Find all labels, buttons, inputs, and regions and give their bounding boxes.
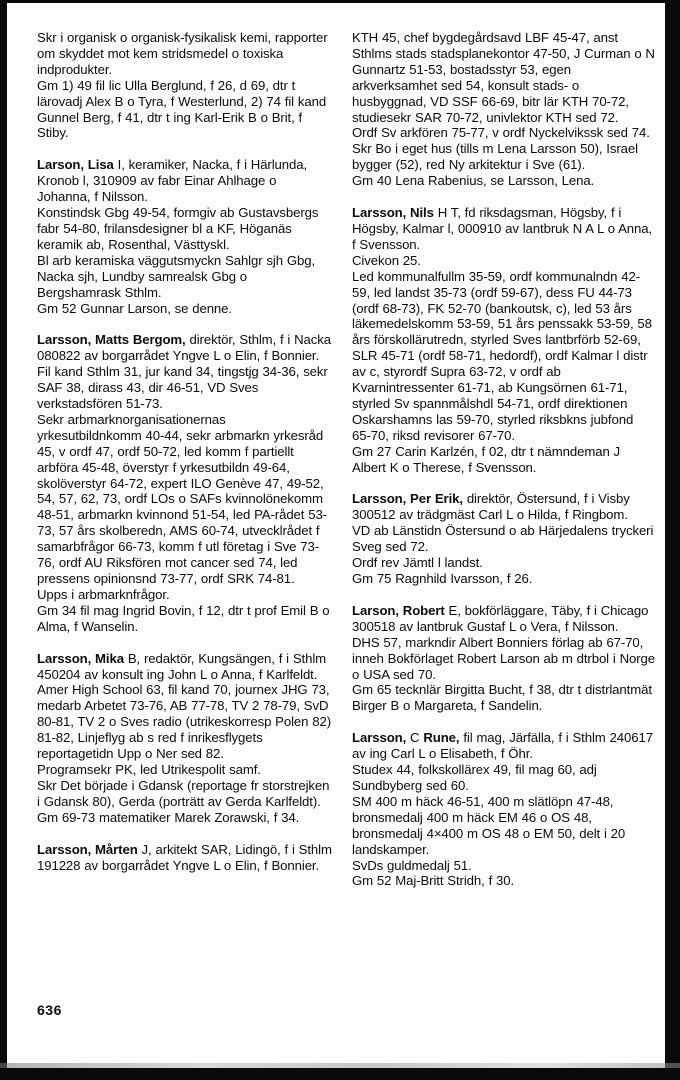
- entry-text: SvDs guldmedalj 51.: [352, 857, 472, 873]
- entry-text: Upps i arbmarknfrågor.: [37, 586, 170, 602]
- entry-name: Larsson, Matts Bergom,: [37, 332, 186, 348]
- entry-text: Konstindsk Gbg 49-54, formgiv ab Gustavsbergs fabr 54-80, frilansdesigner bl a KF, Höganäs keramik ab, Rosenthal, Västtyskl.: [37, 205, 319, 252]
- entry-text: Gm 65 tecknlär Birgitta Bucht, f 38, dtr t distrlantmät Birger B o Margareta, f Sandelin.: [352, 682, 652, 714]
- entry-paragraph: [352, 873, 655, 889]
- entry-text: Programsekr PK, led Utrikespolit samf.: [37, 761, 261, 777]
- entry-text: Gm 34 fil mag Ingrid Bovin, f 12, dtr t prof Emil B o Alma, f Wanselin.: [37, 602, 330, 634]
- entry-paragraph: [352, 173, 655, 189]
- entry-text: Gm 75 Ragnhild Ivarsson, f 26.: [352, 571, 533, 586]
- entry-name: Larsson,: [352, 730, 407, 746]
- entry-text: C: [406, 730, 424, 746]
- entry-paragraph: [37, 842, 333, 874]
- entry-paragraph: [352, 730, 655, 762]
- entry-name: Rune,: [423, 730, 460, 746]
- entry-paragraph: [352, 555, 655, 571]
- entry-text: Gm 69-73 matematiker Marek Zorawski, f 34.: [37, 809, 300, 825]
- entry-paragraph: [352, 444, 655, 476]
- entry-text: KTH 45, chef bygdegårdsavd LBF 45-47, anst Sthlms stads stadsplanekontor 47-50, J Curman o N Gunnartz 51-53, bostadsstyr 53, egen arkverksamhet sed 54, konsult stads- o husbyggnad, VD SSF 66-69, bitr lär KTH 70-72, studiesekr SAR 70-72, univlektor KTH sed 72.: [352, 30, 655, 125]
- entry-paragraph: [37, 682, 333, 762]
- entry-text: DHS 57, markndir Albert Bonniers förlag ab 67-70, inneh Bokförlaget Robert Larson ab m dtrbol i Norge o USA sed 70.: [352, 634, 655, 682]
- entry-name: Larsson, Mårten: [37, 841, 138, 857]
- scan-edge-left: [0, 0, 7, 1080]
- entry-paragraph: [37, 412, 333, 587]
- entry-text: Ordf rev Jämtl l landst.: [352, 555, 483, 571]
- entry-paragraph: [352, 30, 655, 125]
- entry-paragraph: [37, 651, 333, 683]
- entry-text: Skr i organisk o organisk-fysikalisk kemi, rapporter om skyddet mot kem stridsmedel o toxiska indprodukter.: [37, 30, 328, 77]
- entry-paragraph: [352, 794, 655, 858]
- entry-paragraph: [352, 269, 655, 444]
- entry-paragraph: [37, 332, 333, 364]
- entry-paragraph: [37, 78, 333, 142]
- entry-text: Studex 44, folkskollärex 49, fil mag 60, adj Sundbyberg sed 60.: [352, 762, 597, 793]
- entry-paragraph: [37, 762, 333, 778]
- entry-text: I, keramiker, Nacka, f i Härlunda, Kronob l, 310909 av fabr Einar Ahlhage o Johanna, f Nilsson.: [37, 157, 308, 205]
- entry-paragraph: [37, 157, 333, 205]
- scan-edge-right: [665, 0, 680, 1080]
- entry-name: Larsson, Per Erik,: [352, 491, 463, 507]
- entry-text: Skr Det började i Gdansk (reportage fr storstrejken i Gdansk 80), Gerda (porträtt av Gerda Karlfeldt).: [37, 777, 330, 809]
- entry-paragraph: [37, 587, 333, 603]
- right-column: [352, 30, 655, 889]
- entry-paragraph: [352, 205, 655, 253]
- entry-paragraph: [37, 810, 333, 826]
- entry-name: Larsson, Mika: [37, 650, 124, 666]
- entry-text: Gm 52 Gunnar Larson, se denne.: [37, 300, 232, 316]
- entry-text: fil mag, Järfälla, f i Sthlm 240617 av ing Carl L o Elisabeth, f Öhr.: [352, 730, 653, 762]
- entry-text: B, redaktör, Kungsängen, f i Sthlm 450204 av konsult ing John L o Anna, f Karlfeldt.: [37, 650, 327, 682]
- entry-paragraph: [37, 364, 333, 412]
- entry-text: Led kommunalfullm 35-59, ordf kommunalndn 42-59, led landst 35-73 (ordf 59-67), dess FU 44-73 (ordf 68-73), FK 52-70 (bankoutsk, c), led 53 års läkemedelskomm 53-59, 51 års penssakk 53-59, 58 års förskollärutredn, styrled Sves lantbrförb 52-69, SLR 45-71 (ordf 58-71, hedordf), ordf Kalmar l distr av c, styrordf Supra 63-72, v ordf ab Kvarnintressenter 61-71, ab Kungsörnen 61-71, styrled Sv spannmålshdl 54-71, ordf direktionen Oskarshamns las 59-70, styrled riksbkns jubfond 65-70, riksd revisorer 67-70.: [352, 268, 652, 443]
- entry-text: Fil kand Sthlm 31, jur kand 34, tingstjg 34-36, sekr SAF 38, dirass 43, dir 46-51, VD Sves verkstadsfören 51-73.: [37, 364, 328, 412]
- entry-paragraph: [352, 523, 655, 555]
- entry-paragraph: [352, 762, 655, 794]
- entry-paragraph: [352, 491, 655, 523]
- scan-edge-top: [0, 0, 680, 3]
- entry-text: Gm 40 Lena Rabenius, se Larsson, Lena.: [352, 173, 595, 189]
- entry-text: Civekon 25.: [352, 252, 421, 268]
- entry-paragraph: [37, 30, 333, 78]
- entry-paragraph: [352, 253, 655, 269]
- entry-paragraph: [352, 858, 655, 874]
- entry-text: Skr Bo i eget hus (tills m Lena Larsson 50), Israel bygger (52), red Ny arkitektur i Sve (61).: [352, 141, 638, 173]
- entry-name: Larson, Lisa: [37, 157, 114, 173]
- left-column: [37, 30, 333, 873]
- entry-text: SM 400 m häck 46-51, 400 m slätlöpn 47-48, bronsmedalj 400 m häck EM 46 o OS 48, bronsmedalj 4×400 m OS 48 o EM 50, delt i 20 landskamper.: [352, 793, 626, 857]
- entry-paragraph: [352, 635, 655, 683]
- scan-edge-bottom: [0, 1068, 680, 1080]
- entry-paragraph: [352, 141, 655, 173]
- entry-name: Larsson, Nils: [352, 205, 434, 221]
- page-number: 636: [37, 1002, 62, 1018]
- entry-text: Amer High School 63, fil kand 70, journex JHG 73, medarb Arbetet 73-76, AB 77-78, TV 2 78-79, SvD 80-81, TV 2 o Sves radio (utrikeskorresp Polen 82) 81-82, Linjeflyg ab s red f inrikesflygets reportagetidn Upp o Ner sed 82.: [37, 682, 332, 762]
- entry-text: Gm 52 Maj-Britt Stridh, f 30.: [352, 873, 515, 889]
- entry-paragraph: [352, 571, 655, 587]
- entry-text: Sekr arbmarknorganisationernas yrkesutbildnkomm 40-44, sekr arbmarkn yrkesråd 45, v ordf 47, ordf 50-72, led komm f partiellt arbföra 45-48, överstyr f yrkesutbildn 49-64, skolöverstyr 64-72, expert ILO Genève 47, 49-52, 54, 57, 62, 73, ordf LOs o SAFs kvinnolönekomm 48-51, arbmarkn kvinnond 51-54, led PA-rådet 53-73, 57 års skolberedn, AMS 60-74, utvecklrådet f samarbfrågor 66-73, komm f utl företag i Sve 73-76, ordf AU Riksfören mot cancer sed 74, led pressens opinionsnd 73-77, ordf SRK 74-81.: [37, 411, 327, 586]
- entry-name: Larson, Robert: [352, 602, 445, 618]
- entry-text: Gm 1) 49 fil lic Ulla Berglund, f 26, d 69, dtr t lärovadj Alex B o Tyra, f Westerlund, 2) 74 fil kand Gunnel Berg, f 41, dtr t ing Karl-Erik B o Brit, f Stiby.: [37, 77, 327, 141]
- entry-text: Ordf Sv arkfören 75-77, v ordf Nyckelvikssk sed 74.: [352, 125, 650, 141]
- entry-paragraph: [352, 603, 655, 635]
- entry-text: Bl arb keramiska väggutsmyckn Sahlgr sjh Gbg, Nacka sjh, Lundby samrealsk Gbg o Bergshamrask Sthlm.: [37, 252, 316, 300]
- entry-paragraph: [37, 253, 333, 301]
- entry-paragraph: [352, 125, 655, 141]
- entry-paragraph: [352, 682, 655, 714]
- entry-text: H T, fd riksdagsman, Högsby, f i Högsby, Kalmar l, 000910 av lantbruk N A L o Anna, f Svensson.: [352, 205, 653, 252]
- entry-text: direktör, Sthlm, f i Nacka 080822 av borgarrådet Yngve L o Elin, f Bonnier.: [37, 332, 332, 364]
- entry-text: E, bokförläggare, Täby, f i Chicago 300518 av lantbruk Gustaf L o Vera, f Nilsson.: [352, 602, 649, 634]
- entry-paragraph: [37, 603, 333, 635]
- entry-text: Gm 27 Carin Karlzén, f 02, dtr t nämndeman J Albert K o Therese, f Svensson.: [352, 443, 621, 475]
- entry-paragraph: [37, 301, 333, 317]
- entry-text: VD ab Länstidn Östersund o ab Härjedalens tryckeri Sveg sed 72.: [352, 523, 654, 555]
- entry-paragraph: [37, 205, 333, 253]
- entry-text: direktör, Östersund, f i Visby 300512 av trädgmäst Carl L o Hilda, f Ringbom.: [352, 491, 630, 523]
- entry-paragraph: [37, 778, 333, 810]
- entry-text: J, arkitekt SAR, Lidingö, f i Sthlm 191228 av borgarrådet Yngve L o Elin, f Bonnier.: [37, 841, 332, 873]
